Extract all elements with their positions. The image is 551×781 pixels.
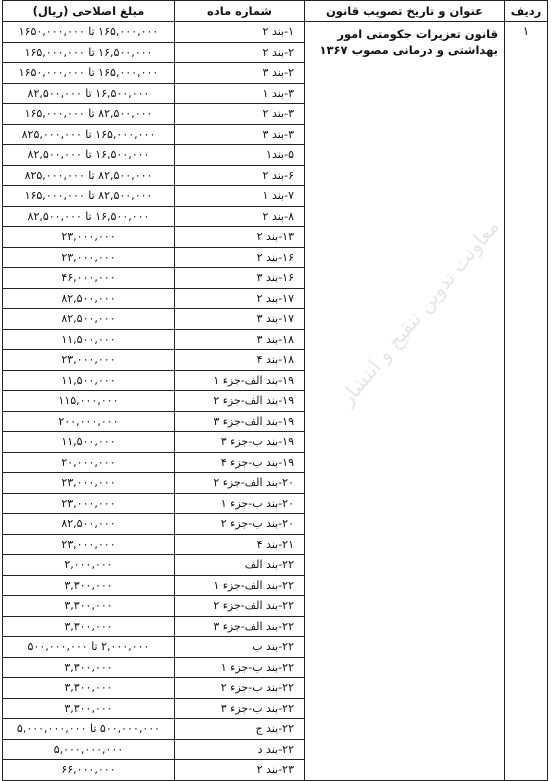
fine-amount-cell: ۸۲,۵۰۰,۰۰۰ تا ۱۶۵,۰۰۰,۰۰۰ <box>3 104 175 125</box>
article-cell: ۱۹-بند الف-جزء ۲ <box>175 391 305 412</box>
table-row <box>3 22 548 43</box>
fine-amount-cell: ۱۶۵,۰۰۰,۰۰۰ تا ۱۶۵۰,۰۰۰,۰۰۰ <box>3 63 175 84</box>
fine-amount-cell: ۸۲,۵۰۰,۰۰۰ <box>3 309 175 330</box>
article-cell: ۲۲-بند ب-جزء ۱ <box>175 657 305 678</box>
header-row-no: ردیف <box>505 1 548 22</box>
article-cell: ۲۲-بند الف-جزء ۱ <box>175 575 305 596</box>
table-body <box>3 22 548 781</box>
header-law-title: عنوان و تاریخ تصویب قانون <box>305 1 505 22</box>
fine-amount-cell: ۱۶,۵۰۰,۰۰۰ تا ۸۲,۵۰۰,۰۰۰ <box>3 83 175 104</box>
fine-amount-cell: ۲۳,۰۰۰,۰۰۰ <box>3 493 175 514</box>
fine-amount-cell: ۱۱۵,۰۰۰,۰۰۰ <box>3 391 175 412</box>
article-cell: ۱۹-بند الف-جزء ۱ <box>175 370 305 391</box>
fine-amount-cell: ۲۳,۰۰۰,۰۰۰ <box>3 350 175 371</box>
article-cell: ۲۲-بند د <box>175 739 305 760</box>
fine-amount-cell: ۳,۳۰۰,۰۰۰ <box>3 657 175 678</box>
fine-amount-cell: ۲۳,۰۰۰,۰۰۰ <box>3 227 175 248</box>
article-cell: ۱۸-بند ۳ <box>175 329 305 350</box>
article-cell: ۲۲-بند ج <box>175 719 305 740</box>
article-cell: ۶-بند ۲ <box>175 165 305 186</box>
article-cell: ۲۰-بند الف-جزء ۲ <box>175 473 305 494</box>
fine-amount-cell: ۱۶,۵۰۰,۰۰۰ تا ۱۶۵,۰۰۰,۰۰۰ <box>3 42 175 63</box>
fine-amount-cell: ۱۱,۵۰۰,۰۰۰ <box>3 329 175 350</box>
article-cell: ۱۷-بند ۲ <box>175 288 305 309</box>
article-cell: ۲۲-بند ب-جزء ۲ <box>175 678 305 699</box>
fine-amount-cell: ۱۱,۵۰۰,۰۰۰ <box>3 432 175 453</box>
fine-amount-cell: ۸۲,۵۰۰,۰۰۰ تا ۱۶۵,۰۰۰,۰۰۰ <box>3 186 175 207</box>
article-cell: ۱۶-بند ۲ <box>175 247 305 268</box>
fine-amount-cell: ۳,۳۰۰,۰۰۰ <box>3 616 175 637</box>
article-cell: ۲۳-بند ۲ <box>175 760 305 781</box>
fine-amount-cell: ۱۶,۵۰۰,۰۰۰ تا ۸۲,۵۰۰,۰۰۰ <box>3 145 175 166</box>
article-cell: ۲۲-بند ب-جزء ۳ <box>175 698 305 719</box>
fine-amount-cell: ۳,۳۰۰,۰۰۰ <box>3 575 175 596</box>
fine-amount-cell: ۲۳,۰۰۰,۰۰۰ <box>3 247 175 268</box>
fine-amount-cell: ۲۳,۰۰۰,۰۰۰ <box>3 473 175 494</box>
article-cell: ۱۷-بند ۳ <box>175 309 305 330</box>
article-cell: ۷-بند ۱ <box>175 186 305 207</box>
article-cell: ۲-بند ۲ <box>175 42 305 63</box>
article-cell: ۲۰-بند ب-جزء ۱ <box>175 493 305 514</box>
fine-amount-cell: ۶۶,۰۰۰,۰۰۰ <box>3 760 175 781</box>
fine-amount-cell: ۲۰۰,۰۰۰,۰۰۰ <box>3 411 175 432</box>
article-cell: ۸-بند ۲ <box>175 206 305 227</box>
article-cell: ۲۲-بند الف-جزء ۳ <box>175 616 305 637</box>
fine-amount-cell: ۲۰,۰۰۰,۰۰۰ <box>3 452 175 473</box>
article-cell: ۱۳-بند ۲ <box>175 227 305 248</box>
watermark: معاونت تدوین تنقیح و انتشار <box>334 214 504 410</box>
fine-amount-cell: ۱۱,۵۰۰,۰۰۰ <box>3 370 175 391</box>
header-article: شماره ماده <box>175 1 305 22</box>
fine-amount-cell: ۲,۰۰۰,۰۰۰ تا ۵۰۰,۰۰۰,۰۰۰ <box>3 637 175 658</box>
article-cell: ۳-بند ۲ <box>175 104 305 125</box>
fine-amount-cell: ۱۶۵,۰۰۰,۰۰۰ تا ۸۲۵,۰۰۰,۰۰۰ <box>3 124 175 145</box>
document-page <box>2 0 549 777</box>
fine-amount-cell: ۸۲,۵۰۰,۰۰۰ تا ۸۲۵,۰۰۰,۰۰۰ <box>3 165 175 186</box>
fine-amount-cell: ۱۶,۵۰۰,۰۰۰ تا ۸۲,۵۰۰,۰۰۰ <box>3 206 175 227</box>
article-cell: ۲۲-بند الف <box>175 555 305 576</box>
fine-amount-cell: ۳,۳۰۰,۰۰۰ <box>3 678 175 699</box>
row-number: ۱ <box>505 22 548 781</box>
header-row <box>3 1 548 22</box>
article-cell: ۱-بند ۲ <box>175 22 305 43</box>
header-fine: مبلغ اصلاحی (ریال) <box>3 1 175 22</box>
article-cell: ۱۹-بند ب-جزء ۴ <box>175 452 305 473</box>
article-cell: ۲۲-بند الف-جزء ۲ <box>175 596 305 617</box>
fine-amount-cell: ۲۳,۰۰۰,۰۰۰ <box>3 534 175 555</box>
article-cell: ۱۸-بند ۴ <box>175 350 305 371</box>
article-cell: ۵-بند۱ <box>175 145 305 166</box>
article-cell: ۲۱-بند ۴ <box>175 534 305 555</box>
article-cell: ۲۰-بند ب-جزء ۲ <box>175 514 305 535</box>
article-cell: ۱۶-بند ۳ <box>175 268 305 289</box>
fine-amount-cell: ۵۰۰,۰۰۰,۰۰۰ تا ۵,۰۰۰,۰۰۰,۰۰۰ <box>3 719 175 740</box>
fine-amount-cell: ۴۶,۰۰۰,۰۰۰ <box>3 268 175 289</box>
article-cell: ۱۹-بند ب-جزء ۳ <box>175 432 305 453</box>
fine-amount-cell: ۳,۳۰۰,۰۰۰ <box>3 596 175 617</box>
fines-table <box>2 0 548 781</box>
fine-amount-cell: ۸۲,۵۰۰,۰۰۰ <box>3 514 175 535</box>
fine-amount-cell: ۳,۳۰۰,۰۰۰ <box>3 698 175 719</box>
article-cell: ۲۲-بند ب <box>175 637 305 658</box>
fine-amount-cell: ۵,۰۰۰,۰۰۰,۰۰۰ <box>3 739 175 760</box>
article-cell: ۳-بند ۳ <box>175 124 305 145</box>
fine-amount-cell: ۸۲,۵۰۰,۰۰۰ <box>3 288 175 309</box>
law-title: قانون تعزیرات حکومتی امور بهداشتی و درمانی مصوب ۱۳۶۷ <box>305 22 505 781</box>
article-cell: ۲-بند ۳ <box>175 63 305 84</box>
fine-amount-cell: ۱۶۵,۰۰۰,۰۰۰ تا ۱۶۵۰,۰۰۰,۰۰۰ <box>3 22 175 43</box>
fine-amount-cell: ۲,۰۰۰,۰۰۰ <box>3 555 175 576</box>
article-cell: ۱۹-بند الف-جزء ۳ <box>175 411 305 432</box>
article-cell: ۳-بند ۱ <box>175 83 305 104</box>
